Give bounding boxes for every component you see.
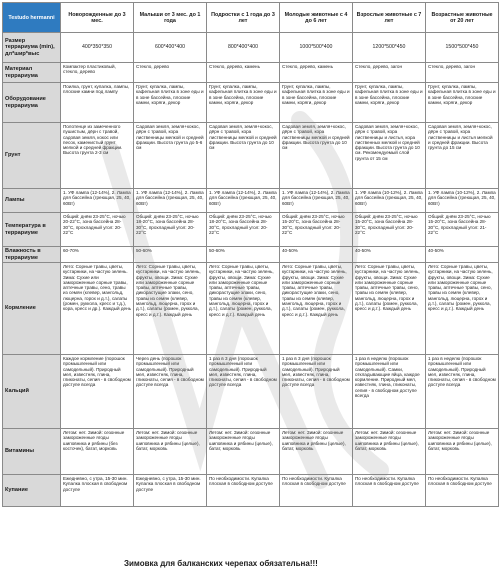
table-cell[interactable]: Лето: Сорные травы, цветы, кустарники, на частую зелень, фрукты, овощи. Зима: Сухие или замороженные сорные травы, аптечные травы, сено, травы из семян (клевер, мангольд, люцерна, горох и д.т.), салаты (ромен, руккола, кресс и д.т.). Каждый день bbox=[426, 263, 499, 355]
table-row bbox=[3, 429, 499, 475]
row-label-cell[interactable]: Грунт bbox=[3, 123, 61, 189]
table-cell[interactable]: 1500*500*450 bbox=[426, 33, 499, 63]
table-cell[interactable]: 400*350*350 bbox=[61, 33, 134, 63]
table-cell[interactable]: 1 раз в неделю (порошок промышленный или самодельный). Природный мел, известняк, глина, гликонаты, сепия - в свободном доступе всегда bbox=[426, 355, 499, 429]
table-cell[interactable]: Стекло, дерево, загон bbox=[426, 63, 499, 83]
stage-header-cell[interactable]: Возрастные животные от 20 лет bbox=[426, 3, 499, 33]
table-cell[interactable]: 1 раз в 3 дня (порошок промышленный или самодельный). Природный мел, известняк, глина, гликонаты, сепия - в свободном доступе всегда bbox=[207, 355, 280, 429]
table-row bbox=[3, 123, 499, 189]
table-cell[interactable]: Садовая земля, земля+кокос, дёрн с травой, кора лиственницы мелкой и средней фракции. Высота грунта до 10 см bbox=[207, 123, 280, 189]
table-cell[interactable]: Грунт, купалка, лампы, кафельная плитка в зоне еды и в зоне бассейна, плоские камни, коряги, декор bbox=[426, 83, 499, 123]
table-cell[interactable]: Грунт, купалка, лампы, кафельная плитка в зоне еды и в зоне бассейна, плоские камни, коряги, декор bbox=[207, 83, 280, 123]
table-row bbox=[3, 213, 499, 247]
table-row bbox=[3, 63, 499, 83]
table-cell[interactable]: 60-70% bbox=[61, 247, 134, 263]
stage-header-cell[interactable]: Подростки с 1 года до 3 лет bbox=[207, 3, 280, 33]
table-cell[interactable]: Общий: днём 23-25°C, ночью 15-20°C, зона бассейна 28-30°C, прохладный угол: 20-22°C bbox=[353, 213, 426, 247]
species-header-cell[interactable]: Testudo hermanni bbox=[3, 3, 61, 33]
table-cell[interactable]: Поилка, грунт, купалка, лампы, плоские камни под лампу bbox=[61, 83, 134, 123]
table-cell[interactable]: Летом: нет. Зимой: сезонные замороженные ягоды шиповника и рябины (целые), батат, морковь bbox=[134, 429, 207, 475]
table-cell[interactable]: Лето: Сорные травы, цветы, кустарники, на частую зелень, фрукты, овощи. Зима: Сухие или замороженные сорные травы, аптечные травы, сено, травы из семян (клевер, мангольд, люцерна, горох и д.т.), салаты (ромен, руккола, кресс и д.т.). Каждый день bbox=[353, 263, 426, 355]
row-label-cell[interactable]: Купание bbox=[3, 475, 61, 507]
table-cell[interactable]: 1. УФ лампа (12-14%), 2. Лампа для бассейна (греющая, 25, 40, 60Вт) bbox=[207, 189, 280, 213]
table-row bbox=[3, 475, 499, 507]
stage-header-cell[interactable]: Новорожденные до 3 мес. bbox=[61, 3, 134, 33]
table-cell[interactable]: По необходимости. Купалка плоская в свободном доступе bbox=[280, 475, 353, 507]
table-cell[interactable]: Лето: Сорные травы, цветы, кустарники, на частую зелень, фрукты, овощи. Зима: Сухие или замороженные сорные травы, аптечные травы, дикорастущие злаки, сено, травы из семян (клевер, мангольд, люцерна, горох и д.т.), салаты (ромен, руккола, кресс и д.т.). Каждый день bbox=[134, 263, 207, 355]
table-cell[interactable]: Грунт, купалка, лампы, кафельная плитка в зоне еды и в зоне бассейна, плоские камни, коряги, декор bbox=[134, 83, 207, 123]
table-row bbox=[3, 189, 499, 213]
table-cell[interactable]: 1. УФ лампа (12-14%), 2. Лампа для бассейна (греющая, 25, 40, 60Вт) bbox=[61, 189, 134, 213]
table-cell[interactable]: 40-50% bbox=[426, 247, 499, 263]
row-label-cell[interactable]: Кормление bbox=[3, 263, 61, 355]
table-cell[interactable]: 800*400*400 bbox=[207, 33, 280, 63]
table-row bbox=[3, 83, 499, 123]
table-cell[interactable]: По необходимости. Купалка плоская в свободном доступе bbox=[207, 475, 280, 507]
table-cell[interactable]: Садовая земля, земля+кокос, дёрн с травой, кора лиственницы и листья, кора лиственных мелкой и средней фракции. Высота грунта до 10 см. Рекомендуемый слой грунта от 15 см bbox=[353, 123, 426, 189]
table-row bbox=[3, 355, 499, 429]
table-cell[interactable]: Садовая земля, земля+кокос, дёрн с травой, кора лиственницы и листья мелкой и средней фракции. Высота грунта до 15 см bbox=[426, 123, 499, 189]
table-cell[interactable]: Летом: нет. Зимой: сезонные замороженные ягоды шиповника и рябины (целые), батат, морковь bbox=[280, 429, 353, 475]
table-cell[interactable]: Компактер пластиковый, стекло, дерево bbox=[61, 63, 134, 83]
table-cell[interactable]: Стекло, дерево bbox=[134, 63, 207, 83]
table-cell[interactable]: Общий: днём 23-25°C, ночью 18-20°C, зона бассейна 28-30°C, прохладный угол: 20-22°C bbox=[134, 213, 207, 247]
table-cell[interactable]: Грунт, купалка, лампы, кафельная плитка в зоне еды и в зоне бассейна, плоские камни, коряги, декор bbox=[353, 83, 426, 123]
table-cell[interactable]: Ежедневно, с утра, 15-30 мин. Купалка плоская в свободном доступе bbox=[134, 475, 207, 507]
table-cell[interactable]: По необходимости. Купалка плоская в свободном доступе bbox=[353, 475, 426, 507]
table-cell[interactable]: Летом: нет. Зимой: сезонные замороженные ягоды шиповника и рябины (целые), батат, морковь bbox=[353, 429, 426, 475]
table-cell[interactable]: Каждое кормление (порошок промышленный или самодельный). Природный мел, известняк, глина, гликонаты, сепия - в свободном доступе всегда bbox=[61, 355, 134, 429]
table-cell[interactable]: Ежедневно, с утра, 15-30 мин. Купалка плоская в свободном доступе bbox=[61, 475, 134, 507]
table-cell[interactable]: Общий: днём 23-25°C, ночью 18-20°C, зона бассейна 28-30°C, прохладный угол: 20-22°C bbox=[207, 213, 280, 247]
table-cell[interactable]: 1200*500*450 bbox=[353, 33, 426, 63]
table-cell[interactable]: Стекло, дерево, камень bbox=[207, 63, 280, 83]
table-cell[interactable]: Общий: днём 23-25°C, ночью 20-22°C, зона бассейна 28-30°C, прохладный угол: 20-22°C bbox=[61, 213, 134, 247]
table-cell[interactable]: 1. УФ лампа (12-14%), 2. Лампа для бассейна (греющая, 25, 40, 60Вт) bbox=[134, 189, 207, 213]
table-cell[interactable]: 1. УФ лампа (10-12%), 2. Лампа для бассейна (греющая, 25, 40, 60Вт) bbox=[353, 189, 426, 213]
table-row bbox=[3, 33, 499, 63]
hibernation-note: Зимовка для балканских черепах обязательна!!! bbox=[124, 559, 318, 568]
header-row bbox=[3, 3, 499, 33]
row-label-cell[interactable]: Оборудование террариума bbox=[3, 83, 61, 123]
table-cell[interactable]: По необходимости. Купалка плоская в свободном доступе bbox=[426, 475, 499, 507]
stage-header-cell[interactable]: Малыши от 3 мес. до 1 года bbox=[134, 3, 207, 33]
table-cell[interactable]: Стекло, дерево, камень bbox=[280, 63, 353, 83]
table-cell[interactable]: Лето: Сорные травы, цветы, кустарники, на частую зелень. Зима: Сухие или замороженные сорные травы, аптечные травы, сено, травы из семян (клевер, мангольд, люцерна, горох и д.т.), салаты (ромен, руккола, кресс и т.д.), кора, кресс и др.). Каждый день bbox=[61, 263, 134, 355]
table-cell[interactable]: Общий: днём 23-25°C, ночью 15-20°C, зона бассейна 28-30°C, прохладный угол: 21-22°C bbox=[426, 213, 499, 247]
table-cell[interactable]: 1. УФ лампа (10-12%), 2. Лампа для бассейна (греющая, 25, 40, 60Вт) bbox=[426, 189, 499, 213]
table-cell[interactable]: 40-50% bbox=[280, 247, 353, 263]
row-label-cell[interactable]: Температура в террариуме bbox=[3, 213, 61, 247]
table-cell[interactable]: Через день (порошок промышленный или самодельный). Природный мел, известняк, глина, гликонаты, сепия - в свободном доступе всегда bbox=[134, 355, 207, 429]
row-label-cell[interactable]: Лампы bbox=[3, 189, 61, 213]
table-cell[interactable]: 40-50% bbox=[353, 247, 426, 263]
table-cell[interactable]: 1000*500*400 bbox=[280, 33, 353, 63]
table-cell[interactable]: 1. УФ лампа (12-14%), 2. Лампа для бассейна (греющая, 25, 40, 60Вт) bbox=[280, 189, 353, 213]
stage-header-cell[interactable]: Взрослые животные с 7 лет bbox=[353, 3, 426, 33]
table-cell[interactable]: Летом: нет. Зимой: сезонные замороженные ягоды шиповника и рябины (целые), батат, морковь bbox=[426, 429, 499, 475]
table-row bbox=[3, 263, 499, 355]
table-cell[interactable]: 50-60% bbox=[207, 247, 280, 263]
table-cell[interactable]: Лето: Сорные травы, цветы, кустарники, на частую зелень, фрукты, овощи. Зима: Сухие или замороженные сорные травы, аптечные травы, дикорастущие злаки, сено, травы из семян (клевер, мангольд, люцерна, горох и д.т.), салаты (ромен, руккола, кресс и д.т.). Каждый день bbox=[280, 263, 353, 355]
table-cell[interactable]: Садовая земля, земля+кокос, дёрн с травой, кора лиственницы мелкой и средней фракции. Высота грунта до 10 см bbox=[280, 123, 353, 189]
care-table bbox=[2, 2, 499, 507]
table-cell[interactable]: Летом: нет. Зимой: сезонные замороженные ягоды шиповника и рябины (без косточек), батат, морковь bbox=[61, 429, 134, 475]
row-label-cell[interactable]: Размер террариума (min), дл*шир*выс bbox=[3, 33, 61, 63]
table-cell[interactable]: Садовая земля, земля+кокос, дёрн с травой, кора лиственницы мелкой и средней фракции. Высота грунта до 5-6 см bbox=[134, 123, 207, 189]
row-label-cell[interactable]: Материал террариума bbox=[3, 63, 61, 83]
table-cell[interactable]: Стекло, дерево, загон bbox=[353, 63, 426, 83]
table-cell[interactable]: 50-60% bbox=[134, 247, 207, 263]
row-label-cell[interactable]: Витамины bbox=[3, 429, 61, 475]
table-row bbox=[3, 247, 499, 263]
table-cell[interactable]: Общий: днём 23-25°C, ночью 15-20°C, зона бассейна 28-30°C, прохладный угол: 20-22°C bbox=[280, 213, 353, 247]
stage-header-cell[interactable]: Молодые животные с 4 до 6 лет bbox=[280, 3, 353, 33]
table-cell[interactable]: Летом: нет. Зимой: сезонные замороженные ягоды шиповника и рябины (целые), батат, морковь bbox=[207, 429, 280, 475]
table-cell[interactable]: Полотенце из замеченного пушистым, дёрн с травой, садовая земля, кокос или песок, каменистый грунт мелкой и средней фракции. Высота грунта 2-3 см bbox=[61, 123, 134, 189]
table-cell[interactable]: 1 раз в неделю (порошок промышленный или самодельный). Самки, откладывающие яйца, каждое кормление. Природный мел, известняк, глина, гликонаты, сепия - в свободном доступе всегда bbox=[353, 355, 426, 429]
table-cell[interactable]: Грунт, купалка, лампы, кафельная плитка в зоне еды и в зоне бассейна, плоские камни, коряги, декор bbox=[280, 83, 353, 123]
row-label-cell[interactable]: Кальций bbox=[3, 355, 61, 429]
row-label-cell[interactable]: Влажность в террариуме bbox=[3, 247, 61, 263]
table-cell[interactable]: 600*400*400 bbox=[134, 33, 207, 63]
table-cell[interactable]: 1 раз в 3 дня (порошок промышленный или самодельный). Природный мел, известняк, глина, гликонаты, сепия - в свободном доступе всегда bbox=[280, 355, 353, 429]
table-cell[interactable]: Лето: Сорные травы, цветы, кустарники, на частую зелень, фрукты, овощи. Зима: Сухие или замороженные сорные травы, аптечные травы, дикорастущие злаки, сено, травы из семян (клевер, мангольд, люцерна, горох и д.т.), салаты (ромен, руккола, кресс и д.т.). Каждый день bbox=[207, 263, 280, 355]
